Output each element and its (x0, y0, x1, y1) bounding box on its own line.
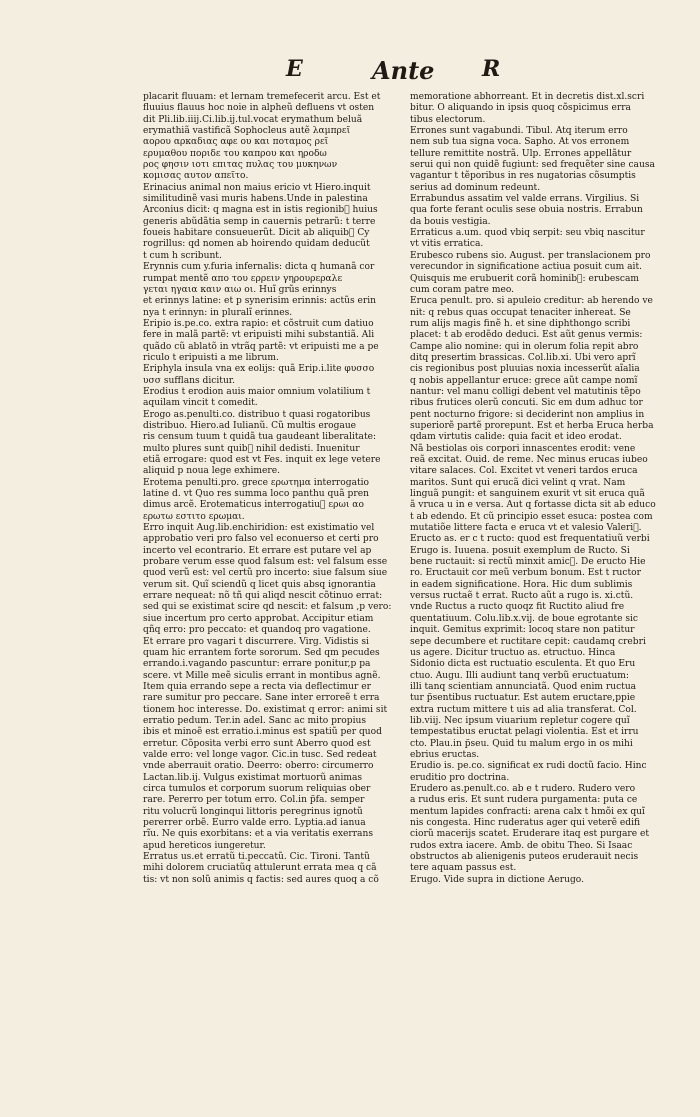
text-line: q nobis appellantur eruce: grece aũt campe nomĩ (410, 375, 638, 386)
text-line: aquilam vincit t comedit. (143, 398, 258, 409)
text-line: ciorũ macerijs scatet. Eruderare itaq est purgare et (410, 829, 650, 840)
text-line: pererrer orbẽ. Eurro valde erro. Lyptia.ad ianua (143, 818, 366, 828)
text-line: generis abũdãtia semp in cauernis petrarũ: t terre (143, 216, 376, 227)
text-line: approbatio veri pro falso vel econuerso et certi pro (143, 534, 379, 545)
text-line: placarit fluuam: et lernam tremefecerit arcu. Est et (143, 92, 381, 102)
text-line: Erogo as.penulti.co. distribuo t quasi rogatoribus (143, 409, 371, 420)
text-line: Eruca penult. pro. si apuleio creditur: ab herendo ve (410, 296, 653, 307)
text-line: ribus frutices olerũ concuti. Sic em dum adhuc tor (410, 398, 643, 409)
text-line: fluuius flauus hoc noie in alpheũ defluens vt osten (143, 103, 375, 114)
text-line: Sidonio dicta est ructuatio esculenta. Et quo Eru (410, 659, 636, 670)
text-line: t ab edendo. Et cũ principio esset esuca: postea com (410, 511, 653, 522)
text-line: versus ructaẽ t errat. Ructo aũt a rugo is. xi.ctũ. (410, 591, 634, 602)
text-line: mutatiõe littere facta e eruca vt et valesio Valeri᷒. (410, 523, 642, 534)
text-line: nit: q rebus quas occupat tenaciter inhereat. Se (410, 307, 631, 318)
text-line: verecundor in significatione actiua posuit cum ait. (410, 262, 643, 273)
text-line: rumpat mentẽ απο του ερρειν γηρουρεραλε (143, 273, 343, 284)
text-line: Erro inquit Aug.lib.enchiridion: est existimatio vel (143, 523, 375, 534)
text-line: αορου αρκαδιας αφε ου και ποταμος ρεῖ (143, 137, 329, 148)
text-line: tellure remittite nostrã. Ulp. Errones appellãtur (410, 148, 632, 159)
text-line: κομισας αυτον απεῖτο. (143, 171, 249, 182)
text-line: errando.i.vagando pascuntur: errare ponitur,p pa (143, 659, 371, 670)
text-line: ερωτω εστιτο ερωμαι. (143, 511, 245, 522)
text-line: us agere. Dicitur tructuo as. etructuo. Hinca (410, 647, 616, 658)
text-line: probare verum esse quod falsum est: vel falsum esse (143, 557, 388, 568)
text-line: obstructos ab alienigenis puteos eruderauit necis (410, 852, 639, 863)
text-line: tur p̃sentibus ructuatur. Est autem eructare,ppie (410, 693, 636, 704)
text-line: tis: vt non solũ animis q factis: sed aures quoq a cõ (143, 874, 379, 885)
text-line: fere in malã partẽ: vt eripuisti mihi substantiã. Ali (143, 330, 375, 341)
text-line: Erinacius animal non maius ericio vt Hiero.inquit (143, 182, 371, 193)
text-line: erratio pedum. Ter.in adel. Sanc ac mito propius (143, 715, 367, 726)
text-line: ris censum tuum t quidã tua gaudeant liberalitate: (143, 432, 377, 443)
text-line: t cum h scribunt. (143, 250, 222, 261)
text-line: Erugo. Vide supra in dictione Aerugo. (410, 874, 584, 885)
text-line: siue incertum pro certo approbat. Accipitur etiam (143, 613, 374, 624)
text-line: Item quia errando sepe a recta via deflectimur er (143, 681, 371, 692)
text-line: cto. Plau.in p̃seu. Quid tu malum ergo in os mihi (410, 738, 633, 749)
text-line: incerto vel econtrario. Et errare est putare vel ap (143, 545, 372, 556)
text-line: serius ad dominum redeunt. (410, 182, 541, 193)
text-line: valde erro: vel longe vagor. Cic.in tusc. Sed redeat (143, 749, 377, 760)
text-line: bene ructauit: si rectũ minxit amic᷒. De eructo Hie (410, 557, 646, 568)
text-line: ρος φησιν ιοτι επιτας πυλας του μυκηνων (143, 160, 338, 171)
text-line: maritos. Sunt qui erucã dici velint q vrat. Nam (410, 477, 626, 488)
text-line: Erratus us.et erratũ ti.peccatũ. Cic. Tironi. Tantũ (143, 852, 370, 863)
text-line: nya t erinnyn: in pluralĩ erinnes. (143, 307, 293, 318)
text-line: similitudinẽ vasi muris habens.Unde in palestina (143, 194, 368, 205)
text-line: ro. Eructauit cor meũ verbum bonum. Est t ructor (410, 568, 641, 579)
text-line: a rudus eris. Et sunt rudera purgamenta: puta ce (410, 795, 638, 806)
text-line: quentatiuum. Colu.lib.x.vij. de boue egrotante sic (410, 613, 639, 624)
text-line: extra ructum mittere t uis ad alia transferat. Col. (410, 704, 637, 715)
text-line: rum alijs magis finẽ h. et sine diphthongo scribi (410, 318, 631, 329)
text-line: dimus arcẽ. Erotematicus interrogatiu᷒ ερωι αο (143, 500, 364, 511)
text-line: erretur. Cõposita verbi erro sunt Aberro quod est (143, 738, 371, 749)
text-line: Errones sunt vagabundi. Tibul. Atq iterum erro (410, 126, 628, 137)
text-line: verum sit. Quĩ sciendũ q licet quis absq ignorantia (143, 579, 376, 590)
text-line: qdam virtutis calide: quia facit et ideo erodat. (410, 432, 622, 443)
text-line: qñq erro: pro peccato: et quandoq pro vagatione. (143, 625, 371, 636)
text-line: Erraticus a.um. quod vbiq serpit: seu vbiq nascitur (410, 228, 645, 239)
text-line: nis congesta. Hinc ruderatus ager qui veterẽ edifi (410, 818, 641, 828)
text-line: vt vitis erratica. (410, 239, 484, 250)
text-line: Erudero as.penult.co. ab e t rudero. Rudero vero (410, 783, 636, 794)
text-line: Erodius t erodion auis maior omnium volatilium t (143, 386, 371, 397)
text-line: foueis habitare consueuerũt. Dicit ab aliquib᷒ Cy (143, 228, 370, 239)
text-line: superiorẽ partẽ prorepunt. Est et herba Eruca herba (410, 420, 654, 431)
text-line: erymathiã vastificã Sophocleus autẽ λαμπρεῖ (143, 126, 351, 137)
text-line: nantur: vel manu colligi debent vel matutinis tẽpo (410, 386, 641, 397)
header-title: Ante (372, 56, 435, 85)
text-line: quam hic errantem forte sororum. Sed qm pecudes (143, 647, 380, 658)
text-line: placet: t ab erodẽdo deduci. Est aũt genus vermis: (410, 330, 643, 341)
text-line: Erynnis cum y.furia infernalis: dicta q humanã cor (143, 262, 375, 273)
text-column-right (410, 92, 686, 886)
text-line: Erotema penulti.pro. grece ερωτημα interrogatio (143, 477, 370, 488)
text-line: ctuo. Augu. Illi audiunt tanq verbũ eructuatum: (410, 670, 629, 681)
text-line: reã excitat. Ouid. de reme. Nec minus erucas iubeo (410, 455, 648, 465)
text-line: bitur. O aliquando in ipsis quoq cõspicimus erra (410, 103, 631, 114)
text-line: da bouis vestigia. (410, 216, 491, 227)
text-line: tibus electorum. (410, 114, 486, 125)
text-line: Eripio is.pe.co. extra rapio: et cõstruit cum datiuo (143, 318, 374, 329)
text-line: qua forte ferant oculis sese obuia nostris. Errabun (410, 205, 643, 216)
text-line: riculo t eripuisti a me librum. (143, 352, 279, 363)
text-line: Nã bestiolas ois corpori innascentes erodit: vene (410, 443, 636, 454)
text-line: dit Pli.lib.iiij.Ci.lib.ij.tul.vocat erymathum beluã (143, 114, 363, 125)
text-line: vnde Ructus a ructo quoqz fit Ructito aliud fre (410, 602, 625, 613)
text-line: Eructo as. er c t ructo: quod est frequentatiuũ verbi (410, 534, 650, 545)
text-line: γεται ηγαια καιν αιω οι. Huĩ grũs erinnys (143, 284, 337, 295)
text-line: rudos extra iacere. Amb. de obitu Theo. Si Isaac (410, 840, 633, 851)
text-line: errare nequeat: nõ tñ qui aliqd nescit cõtinuo errat: (143, 591, 383, 602)
text-line: Errabundus assatim vel valde errans. Virgilius. Si (410, 194, 640, 205)
text-line: multo plures sunt quib᷒ nihil dedisti. Inuenitur (143, 443, 360, 454)
text-line: pent nocturno frigore: si deciderint non amplius in (410, 409, 645, 420)
text-line: sed qui se existimat scire qd nescit: et falsum ,p vero: (143, 602, 392, 613)
text-line: eruditio pro doctrina. (410, 772, 510, 783)
header-letter-right: R (482, 56, 501, 82)
text-line: vagantur t tẽporibus in res nugatorias cõsumptis (410, 171, 636, 182)
text-line: υσσ sufflans dicitur. (143, 375, 236, 386)
text-line: Erudio is. pe.co. significat ex rudi doctũ facio. Hinc (410, 761, 647, 772)
text-line: ερυμαθου ποριδε του καπρου και ηροδω (143, 148, 327, 159)
text-line: ibis et minoẽ est erratio.i.minus est spatiũ per quod (143, 727, 382, 738)
text-line: Eriphyla insula vna ex eolijs: quã Erip.i.lite φυσσο (143, 364, 375, 375)
text-line: tionem hoc interesse. Do. existimat q error: animi sit (143, 704, 388, 715)
text-line: mihi dolorem cruciatũq attulerunt errata mea q cã (143, 863, 377, 874)
text-line: Arconius dicit: q magna est in istis regionib᷒ huius (143, 205, 378, 216)
text-line: rare sumitur pro peccare. Sane inter erroreẽ t erra (143, 693, 380, 704)
text-line: memoratione abhorreant. Et in decretis dist.xl.scri (410, 92, 645, 102)
text-line: Et errare pro vagari t discurrere. Virg. Vidistis si (143, 636, 369, 647)
text-column-left (143, 92, 405, 886)
text-line: serui qui non quidẽ fugiunt: sed frequẽter sine causa (410, 160, 655, 171)
text-line: scere. vt Mille meẽ siculis errant in montibus agnẽ. (143, 670, 381, 681)
text-line: illi tanq scientiam annunciatã. Quod enim ructua (410, 681, 637, 692)
text-line: linguã pungit: et sanguinem exurit vt sit eruca quã (410, 489, 645, 500)
text-line: etiã errogare: quod est vt Fes. inquit ex lege vetere (143, 455, 381, 465)
text-line: Lactan.lib.ij. Vulgus existimat mortuorũ animas (143, 772, 363, 783)
text-line: quod verũ est: vel certũ pro incerto: siue falsum siue (143, 568, 388, 579)
text-line: rare. Pererro per totum erro. Col.in p̃fa. semper (143, 795, 365, 806)
text-line: vitare salaces. Col. Excitet vt veneri tardos eruca (410, 466, 638, 477)
text-line: rĩu. Ne quis exorbitans: et a via veritatis exerrans (143, 829, 373, 840)
text-line: cis regionibus post pluuias noxia incesserũt aĩalia (410, 364, 640, 375)
text-line: Quisquis me erubuerit corã hominib᷒: erubescam (410, 273, 640, 284)
text-line: sepe decumbere et ructitare cepit: caudamq crebri (410, 636, 646, 647)
text-line: ditq presertim brassicas. Col.lib.xi. Ubi vero aprĩ (410, 352, 636, 363)
text-line: rogrillus: qd nomen ab hoirendo quidam deducũt (143, 239, 370, 250)
text-line: ritu volucrũ longinqui littoris peregrinus ignotũ (143, 806, 363, 817)
text-line: tempestatibus eructat pelagi violentia. Est et irru (410, 727, 639, 738)
text-line: distribuo. Hiero.ad Iulianũ. Cũ multis erogaue (143, 420, 357, 431)
text-line: circa tumulos et corporum suorum reliquias ober (143, 783, 371, 794)
text-line: nem sub tua signa voca. Sapho. At vos erronem (410, 137, 630, 148)
running-header (0, 56, 700, 96)
text-line: apud hereticos iungeretur. (143, 840, 266, 851)
text-line: Erubesco rubens sio. August. per translacionem pro (410, 250, 651, 261)
text-line: in eadem significatione. Hora. Hic dum sublimis (410, 579, 633, 590)
text-line: mentum lapides confracti: arena calx t hmõi ex quĩ (410, 806, 645, 817)
text-line: lib.viij. Nec ipsum viuarium repletur cogere quĩ (410, 715, 630, 726)
text-line: Campe alio nomine: qui in olerum folia repit abro (410, 341, 639, 352)
text-line: tere aquam passus est. (410, 863, 517, 874)
text-line: inquit. Gemitus exprimit: locoq stare non patitur (410, 625, 635, 636)
text-line: latine d. vt Quo res summa loco panthu quã pren (143, 489, 369, 500)
text-line: cum coram patre meo. (410, 284, 515, 295)
text-line: et erinnys latine: et p synerisim erinnis: actũs erin (143, 296, 377, 307)
text-line: aliquid p noua lege exhimere. (143, 466, 281, 477)
text-line: quãdo cũ ablatõ in vtrãq partẽ: vt eripuisti me a pe (143, 341, 379, 352)
text-line: ebrius eructas. (410, 749, 480, 760)
header-letter-left: E (286, 56, 303, 82)
text-line: vnde aberrauit oratio. Deerro: oberro: circumerro (143, 761, 374, 772)
text-line: ã vruca u in e versa. Aut q fortasse dicta sit ab educo (410, 500, 656, 511)
text-line: Erugo is. Iuuena. posuit exemplum de Ructo. Si (410, 545, 630, 556)
